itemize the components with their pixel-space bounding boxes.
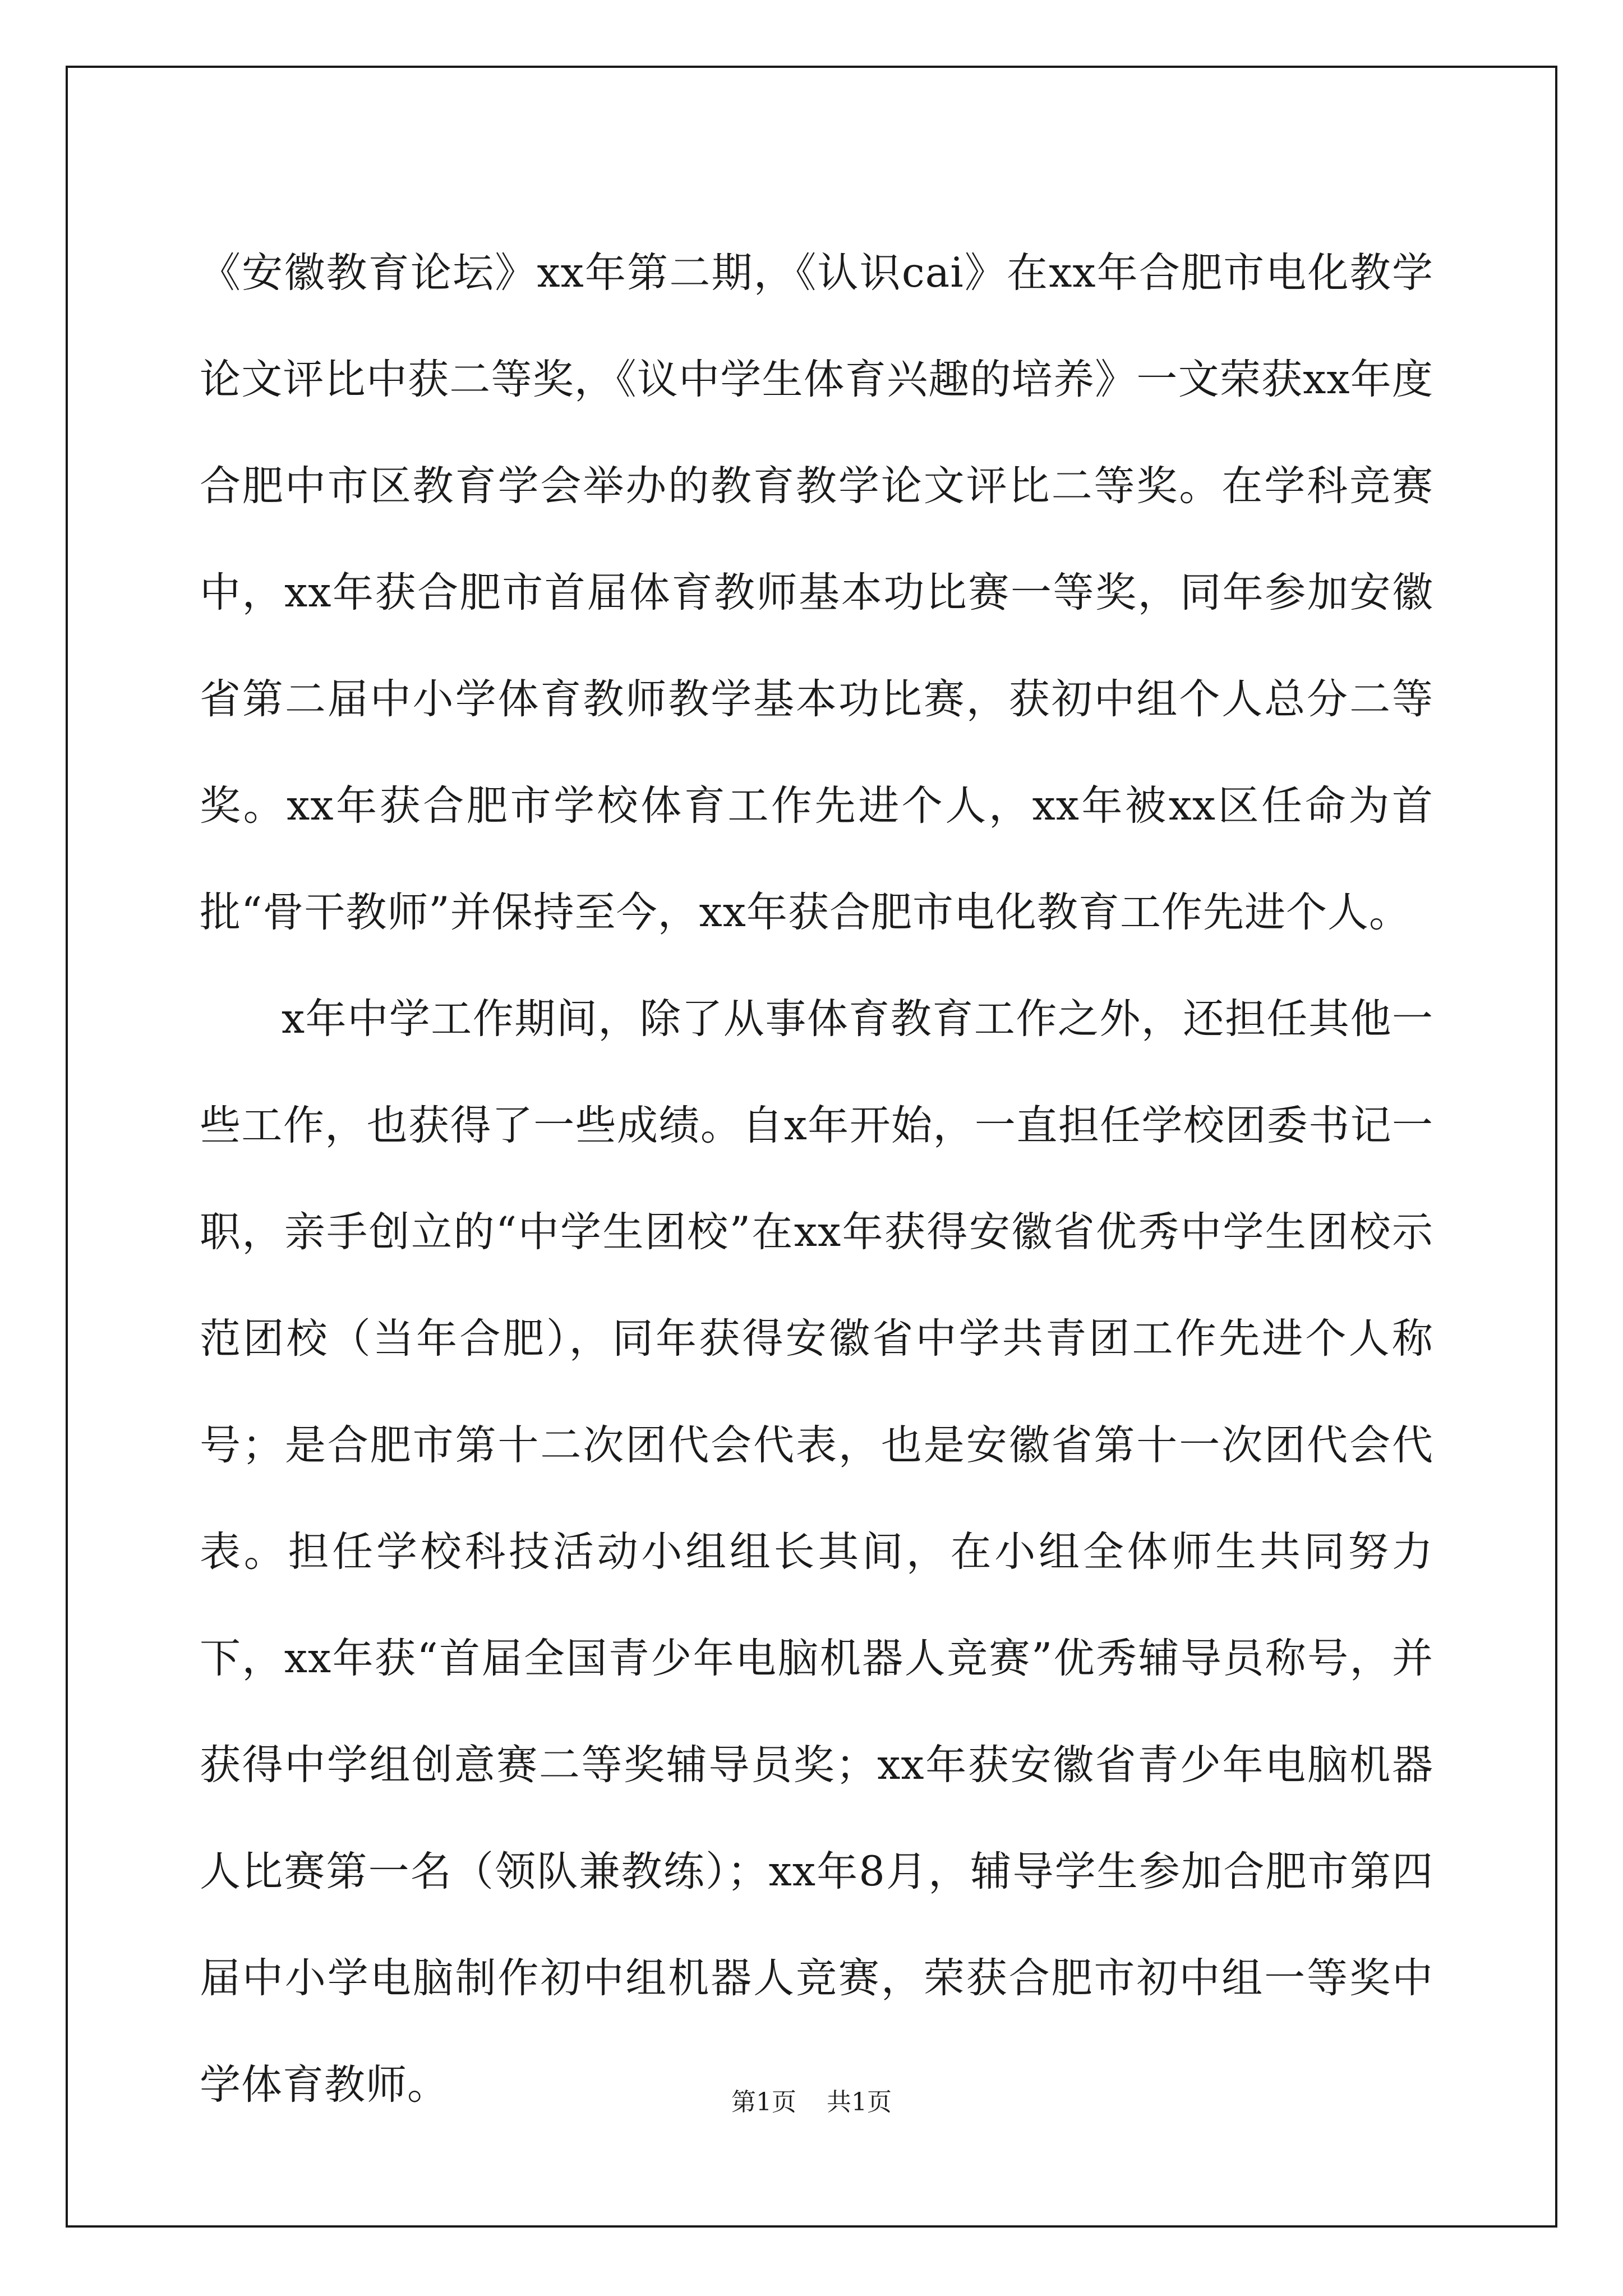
paragraph-1: 《安徽教育论坛》xx年第二期，《认识cai》在xx年合肥市电化教学论文评比中获二等奖，《议中学生体育兴趣的培养》一文荣获xx年度合肥中市区教育学会举办的教育教学论文评比二等奖。在学科竞赛中，xx年获合肥市首届体育教师基本功比赛一等奖，同年参加安徽省第二届中小学体育教师教学基本功比赛，获初中组个人总分二等奖。xx年获合肥市学校体育工作先进个人，xx年被xx区任命为首批“骨干教师”并保持至今，xx年获合肥市电化教育工作先进个人。 (200, 249, 1433, 936)
paragraph-2: x年中学工作期间，除了从事体育教育工作之外，还担任其他一些工作，也获得了一些成绩。自x年开始，一直担任学校团委书记一职，亲手创立的“中学生团校”在xx年获得安徽省优秀中学生团校示范团校（当年合肥），同年获得安徽省中学共青团工作先进个人称号；是合肥市第十二次团代会代表，也是安徽省第十一次团代会代表。担任学校科技活动小组组长其间，在小组全体师生共同努力下，xx年获“首届全国青少年电脑机器人竞赛”优秀辅导员称号，并获得中学组创意赛二等奖辅导员奖；xx年获安徽省青少年电脑机器人比赛第一名（领队兼教练）；xx年8月，辅导学生参加合肥市第四届中小学电脑制作初中组机器人竞赛，荣获合肥市初中组一等奖中学体育教师。 (200, 995, 1433, 2109)
page-number: 第1页 (731, 2088, 796, 2116)
page-footer (0, 2086, 1623, 2119)
document-body (200, 220, 1433, 2138)
page-total: 共1页 (827, 2088, 892, 2116)
